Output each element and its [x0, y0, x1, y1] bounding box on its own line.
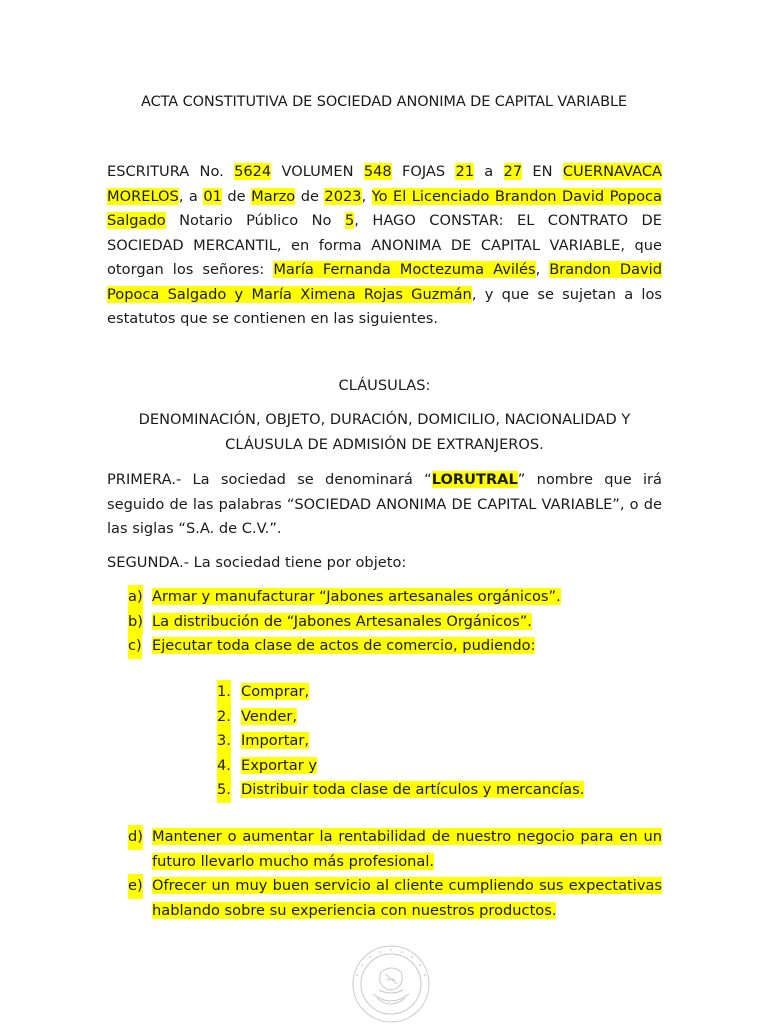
intro-text: a — [474, 163, 504, 180]
list-item — [217, 778, 637, 803]
company-name: LORUTRAL — [431, 471, 518, 488]
list-item-text: Mantener o aumentar la rentabilidad de nuestro negocio para en un futuro llevarlo mucho más profesional. — [152, 828, 662, 870]
list-item — [217, 729, 637, 754]
list-item — [128, 874, 662, 923]
clausulas-heading: CLÁUSULAS: — [338, 377, 431, 394]
list-marker: a) — [128, 585, 143, 610]
intro-text: , — [535, 261, 550, 278]
partner-3: María Ximena Rojas Guzmán — [251, 285, 472, 303]
list-item — [128, 825, 662, 874]
objeto-list — [128, 585, 662, 659]
partner-2: Brandon David Popoca Salgado — [107, 261, 662, 303]
list-item-text: La distribución de “Jabones Artesanales Orgánicos”. — [152, 612, 532, 630]
list-item-text: Importar, — [241, 732, 310, 749]
partner-1: María Fernanda Moctezuma Avilés — [273, 261, 536, 278]
list-item — [128, 610, 662, 635]
section-heading: DENOMINACIÓN, OBJETO, DURACIÓN, DOMICILIO, NACIONALIDAD Y CLÁUSULA DE ADMISIÓN DE EXTRANJEROS. — [138, 411, 631, 453]
clause-segunda: SEGUNDA.- La sociedad tiene por objeto: — [107, 554, 407, 571]
objeto-list-continued — [128, 825, 662, 923]
primera-text: ” nombre que irá seguido de las palabras “SOCIEDAD ANONIMA DE CAPITAL VARIABLE”, o de las siglas “S.A. de C.V.”. — [107, 471, 662, 537]
list-marker: c) — [128, 634, 142, 659]
list-item-text: Armar y manufacturar “Jabones artesanales orgánicos”. — [152, 588, 561, 605]
clause-primera — [107, 468, 662, 542]
escritura-number: 5624 — [234, 163, 272, 180]
list-marker: 3. — [217, 729, 231, 754]
list-marker: 4. — [217, 754, 231, 779]
list-item-text: Distribuir toda clase de artículos y mercancías. — [241, 781, 585, 798]
intro-text: , a — [178, 187, 204, 205]
list-marker: 5. — [217, 778, 231, 803]
list-marker: 1. — [217, 680, 231, 705]
mexico-coat-of-arms-seal-icon — [351, 944, 431, 1024]
primera-text: PRIMERA.- La sociedad se denominará “ — [107, 471, 432, 488]
document-title: ACTA CONSTITUTIVA DE SOCIEDAD ANONIMA DE CAPITAL VARIABLE — [141, 94, 627, 110]
intro-text: FOJAS — [391, 163, 456, 180]
fojas-to: 27 — [503, 163, 523, 180]
intro-text: EN — [522, 163, 563, 180]
volumen-number: 548 — [363, 163, 392, 180]
list-item — [128, 634, 662, 659]
list-item — [217, 754, 637, 779]
year: 2023 — [324, 187, 362, 205]
list-item-text: Comprar, — [241, 683, 310, 700]
intro-paragraph — [107, 160, 662, 332]
list-marker: e) — [128, 874, 143, 899]
intro-text: , y que se sujetan a los estatutos que se contienen en las siguientes. — [107, 285, 663, 327]
notary-number: 5 — [344, 212, 355, 229]
intro-text: y — [226, 285, 252, 303]
list-item-text: Ejecutar toda clase de actos de comercio, pudiendo: — [152, 637, 536, 654]
intro-text: , — [361, 187, 372, 205]
list-item-text: Ofrecer un muy buen servicio al cliente cumpliendo sus expectativas hablando sobre su experiencia con nuestros productos. — [152, 877, 662, 919]
day: 01 — [203, 187, 222, 205]
list-item — [217, 705, 637, 730]
list-marker: 2. — [217, 705, 231, 730]
fojas-from: 21 — [455, 163, 475, 180]
intro-text: VOLUMEN — [271, 163, 364, 180]
place: CUERNAVACA MORELOS — [107, 163, 662, 205]
list-item-text: Exportar y — [241, 756, 317, 774]
list-item — [217, 680, 637, 705]
intro-text: ESCRITURA No. — [107, 163, 235, 180]
intro-text: , HAGO CONSTAR: EL CONTRATO DE SOCIEDAD MERCANTIL, en forma ANONIMA DE CAPITAL VARIABLE, que otorgan los señores: — [107, 212, 662, 278]
list-marker: d) — [128, 825, 143, 850]
intro-text: de — [295, 187, 325, 205]
month: Marzo — [251, 187, 296, 205]
activities-sublist — [217, 680, 637, 803]
list-item — [128, 585, 662, 610]
list-marker: b) — [128, 610, 143, 635]
list-item-text: Vender, — [241, 707, 297, 725]
intro-text: Notario Público No — [165, 212, 345, 229]
intro-text: de — [221, 187, 252, 205]
notary-name: Yo El Licenciado Brandon David Popoca Salgado — [107, 187, 662, 229]
